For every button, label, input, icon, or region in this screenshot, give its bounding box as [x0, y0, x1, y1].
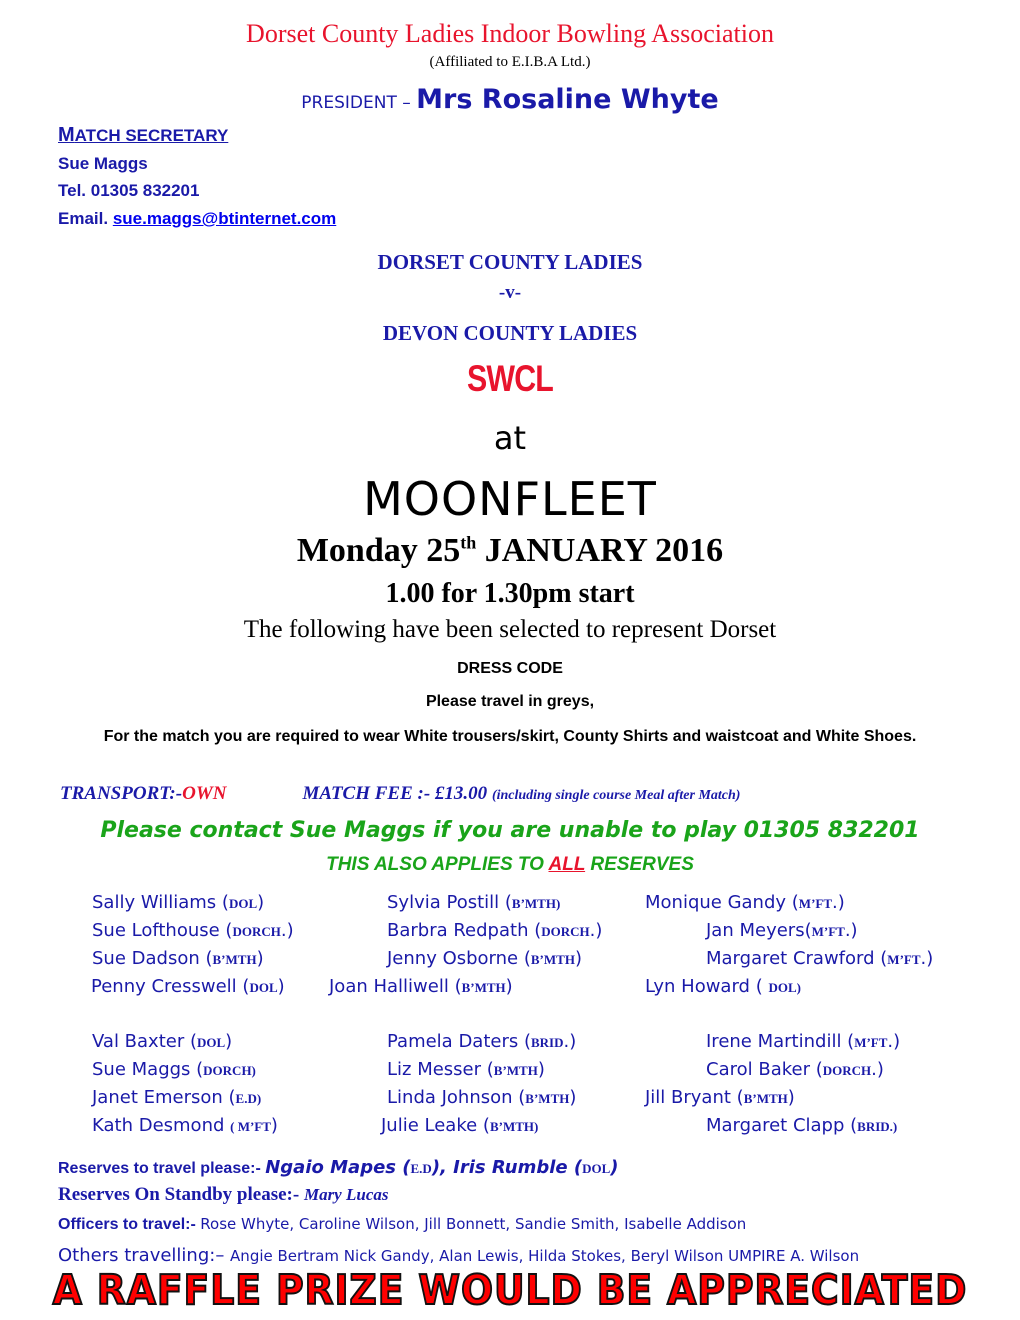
president-name: Mrs Rosaline Whyte: [416, 84, 719, 115]
player-close: .): [920, 948, 934, 969]
standby-line: [58, 1184, 388, 1206]
player-club: B’MTH: [493, 1063, 538, 1078]
player-entry: [387, 892, 560, 913]
reserves-separator: :-: [250, 1160, 266, 1177]
player-entry: [706, 948, 933, 969]
contact-instruction: Please contact Sue Maggs if you are unable to play 01305 832201: [100, 818, 920, 843]
player-entry: [387, 1087, 576, 1108]
player-name: Val Baxter (: [92, 1031, 197, 1052]
player-entry: [645, 1087, 795, 1108]
player-close: .): [832, 892, 845, 913]
player-entry: [91, 976, 285, 997]
player-club: B’MTH): [489, 1119, 539, 1134]
player-entry: [387, 920, 602, 941]
player-name: Julie Leake (: [381, 1115, 490, 1136]
email-link[interactable]: sue.maggs@btinternet.com: [112, 209, 337, 228]
player-entry: [387, 1031, 576, 1052]
player-entry: [645, 976, 801, 997]
reserves-note-all: ALL: [548, 854, 586, 875]
reserve-club: E.D: [410, 1161, 432, 1176]
date-rest: JANUARY 2016: [476, 532, 724, 569]
officers-names: Rose Whyte, Caroline Wilson, Jill Bonnett, Sandie Smith, Isabelle Addison: [200, 1215, 747, 1233]
player-close: .): [871, 1059, 884, 1080]
date-suffix: th: [460, 532, 477, 553]
player-club: B’MTH: [530, 952, 575, 967]
officers-line: [58, 1215, 746, 1234]
start-time: 1.00 for 1.30pm start: [385, 578, 635, 609]
reserve-club: DOL: [582, 1161, 611, 1176]
officers-label: Officers to travel: [58, 1216, 186, 1233]
player-entry: [645, 892, 845, 913]
transport-fee-line: [60, 783, 740, 805]
player-club: B’MTH: [212, 952, 257, 967]
dress-code-match: For the match you are required to wear White trousers/skirt, County Shirts and waistcoat and White Shoes.: [103, 728, 917, 745]
player-name: Sylvia Postill (: [387, 892, 512, 913]
player-close: .): [844, 920, 858, 941]
player-entry: [387, 948, 582, 969]
secretary-telephone: Tel. 01305 832201: [58, 181, 200, 200]
player-entry: [92, 920, 294, 941]
others-line: [58, 1245, 859, 1266]
others-names: Angie Bertram Nick Gandy, Alan Lewis, Hilda Stokes, Beryl Wilson UMPIRE A. Wilson: [230, 1247, 860, 1265]
reserve-close: ): [610, 1157, 619, 1178]
match-secretary-heading: [58, 124, 228, 147]
player-name: Margaret Crawford (: [706, 948, 888, 969]
player-club: DOL: [249, 980, 278, 995]
player-name: Sue Lofthouse (: [92, 920, 233, 941]
player-club: M’FT: [887, 952, 921, 967]
player-close: ): [569, 1087, 577, 1108]
player-close: ): [787, 1087, 795, 1108]
player-name: Kath Desmond: [92, 1115, 231, 1136]
player-entry: [706, 1031, 900, 1052]
reserves-note-pre: THIS ALSO APPLIES TO: [326, 854, 549, 875]
match-fee-label: MATCH FEE :- £13.00: [302, 783, 492, 804]
player-name: Carol Baker (: [706, 1059, 823, 1080]
match-fee-note: (including single course Meal after Match): [491, 788, 741, 803]
player-entry: [706, 1059, 884, 1080]
dress-code-travel: Please travel in greys,: [425, 693, 595, 710]
player-entry: [706, 920, 858, 941]
player-club: DORCH): [203, 1063, 256, 1078]
player-name: Pamela Daters (: [387, 1031, 531, 1052]
venue-name: MOONFLEET: [363, 472, 657, 526]
player-club: M’FT: [854, 1035, 888, 1050]
player-entry: [329, 976, 513, 997]
player-close: ): [225, 1031, 233, 1052]
player-name: Penny Cresswell (: [91, 976, 250, 997]
home-team: DORSET COUNTY LADIES: [377, 250, 643, 274]
player-entry: [92, 948, 264, 969]
raffle-banner: A RAFFLE PRIZE WOULD BE APPRECIATED: [52, 1266, 968, 1314]
player-name: Liz Messer (: [387, 1059, 494, 1080]
player-name: Lyn Howard (: [645, 976, 769, 997]
player-close: ): [277, 976, 285, 997]
player-name: Margaret Clapp (: [706, 1115, 858, 1136]
player-close: ): [270, 1115, 278, 1136]
player-entry: [92, 1115, 278, 1136]
match-date: [0, 532, 1020, 570]
player-name: Joan Halliwell (: [329, 976, 462, 997]
competition-name: SWCL: [466, 358, 554, 399]
player-name: Barbra Redpath (: [387, 920, 542, 941]
player-club: ( M’FT: [230, 1119, 271, 1134]
player-club: DORCH: [541, 924, 590, 939]
reserve-name: Ngaio Mapes (: [265, 1157, 411, 1178]
player-club: DOL): [768, 980, 801, 995]
player-entry: [381, 1115, 538, 1136]
player-name: Sally Williams (: [92, 892, 229, 913]
player-club: DORCH: [822, 1063, 872, 1078]
player-club: BRID.): [857, 1119, 898, 1134]
player-close: ): [537, 1059, 545, 1080]
player-club: E.D): [235, 1091, 262, 1106]
reserve-close: ),: [431, 1157, 454, 1178]
player-name: Irene Martindill (: [706, 1031, 855, 1052]
player-close: .): [280, 920, 294, 941]
officers-separator: :-: [185, 1216, 201, 1233]
player-entry: [92, 892, 264, 913]
player-close: .): [563, 1031, 577, 1052]
player-name: Jan Meyers(: [706, 920, 812, 941]
heading-initial: M: [58, 124, 75, 146]
secretary-name: Sue Maggs: [58, 154, 148, 173]
player-entry: [92, 1031, 232, 1052]
player-entry: [92, 1087, 261, 1108]
player-name: Jenny Osborne (: [387, 948, 531, 969]
player-name: Sue Maggs (: [92, 1059, 204, 1080]
date-day: Monday 25: [296, 532, 461, 569]
player-club: BRID: [530, 1035, 564, 1050]
away-team: DEVON COUNTY LADIES: [382, 321, 638, 345]
others-label: Others travelling:–: [58, 1245, 231, 1266]
player-club: M’FT: [811, 924, 845, 939]
player-close: ): [505, 976, 513, 997]
player-close: ): [257, 892, 265, 913]
player-close: .): [887, 1031, 901, 1052]
secretary-email: [58, 209, 336, 229]
standby-label: Reserves On Standby please:-: [58, 1184, 304, 1205]
reserves-label: Reserves to travel please: [58, 1160, 251, 1177]
standby-names: Mary Lucas: [303, 1185, 389, 1204]
player-name: Jill Bryant (: [645, 1087, 744, 1108]
dress-code-title: DRESS CODE: [457, 660, 563, 677]
player-name: Sue Dadson (: [92, 948, 213, 969]
organisation-title: Dorset County Ladies Indoor Bowling Association: [246, 19, 774, 48]
affiliation-note: (Affiliated to E.I.B.A Ltd.): [429, 54, 591, 70]
player-club: B’MTH: [525, 1091, 570, 1106]
transport-value: OWN: [182, 783, 227, 804]
player-close: .): [589, 920, 603, 941]
player-name: Linda Johnson (: [387, 1087, 526, 1108]
at-word: at: [493, 419, 527, 457]
player-close: ): [256, 948, 264, 969]
player-club: DOL: [228, 896, 258, 911]
selection-intro: The following have been selected to represent Dorset: [243, 616, 777, 643]
player-name: Monique Gandy (: [645, 892, 799, 913]
player-club: B’MTH: [461, 980, 506, 995]
president-label: PRESIDENT –: [301, 93, 417, 113]
player-club: M’FT: [798, 896, 833, 911]
player-entry: [387, 1059, 545, 1080]
reserve-name: Iris Rumble (: [453, 1157, 583, 1178]
player-club: DOL: [196, 1035, 226, 1050]
player-close: ): [574, 948, 582, 969]
reserves-note-post: RESERVES: [585, 854, 694, 875]
player-club: DORCH: [232, 924, 281, 939]
player-club: B’MTH): [511, 896, 561, 911]
player-club: B’MTH: [743, 1091, 788, 1106]
versus-label: -v-: [498, 282, 522, 303]
player-entry: [92, 1059, 256, 1080]
player-name: Janet Emerson (: [92, 1087, 236, 1108]
reserves-travel-line: [58, 1157, 619, 1178]
reserves-note: [0, 854, 1020, 876]
president-line: [0, 84, 1020, 115]
email-label: Email.: [58, 209, 113, 228]
heading-rest: ATCH SECRETARY: [74, 126, 229, 145]
player-entry: [706, 1115, 897, 1136]
transport-label: TRANSPORT:-: [60, 783, 183, 804]
